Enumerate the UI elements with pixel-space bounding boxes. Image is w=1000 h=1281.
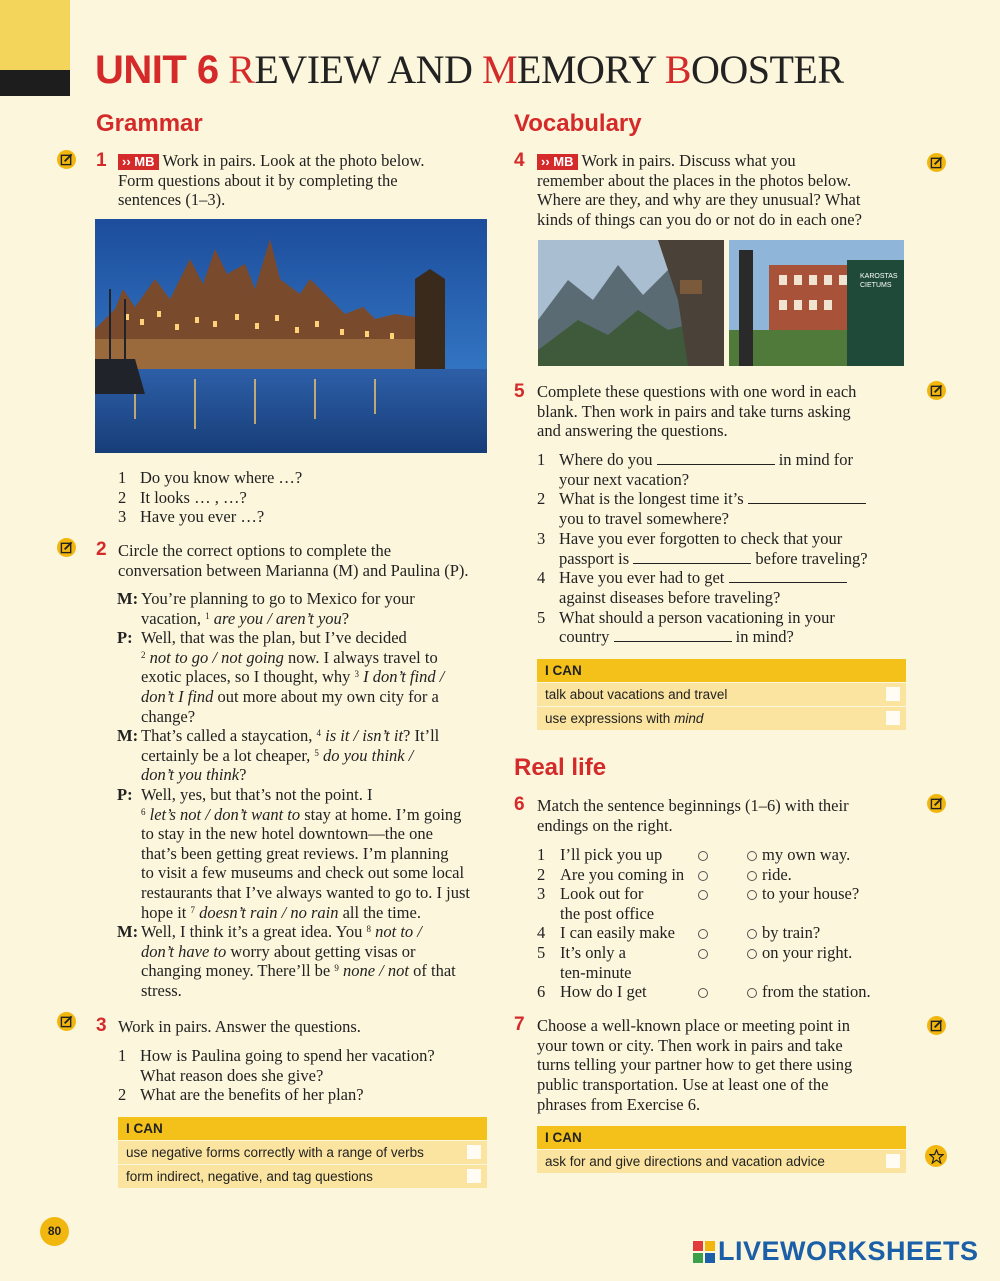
option-2[interactable]: not to go / not going (149, 647, 284, 667)
list-item: 1 How is Paulina going to spend her vacation? What reason does she give? (118, 1046, 435, 1085)
match-left: I’ll pick you up (560, 845, 663, 864)
list-item: 4 Have you ever had to get against diseases before traveling? (537, 568, 907, 607)
edit-icon (927, 153, 946, 172)
exercise-5-instructions: Complete these questions with one word in each blank. Then work in pairs and take turns asking and answering the questions. (537, 382, 857, 441)
exercise-5-list (537, 450, 907, 647)
exercise-2-instructions: Circle the correct options to complete the conversation between Marianna (M) and Paulina (P). (118, 541, 469, 580)
page-number: 80 (40, 1217, 69, 1246)
mountain-photo (538, 240, 724, 366)
checkbox[interactable] (886, 1154, 900, 1168)
option-5b[interactable]: don’t you think (141, 765, 240, 785)
blank-input[interactable] (729, 569, 847, 583)
ican-row: use negative forms correctly with a range of verbs (118, 1141, 487, 1164)
option-8b[interactable]: don’t have to (141, 941, 227, 961)
exercise-3-list (118, 1046, 498, 1105)
blank-input[interactable] (633, 550, 751, 564)
edit-icon (927, 794, 946, 813)
list-item: 2 It looks … , …? (118, 487, 247, 507)
exercise-1-number: 1 (96, 150, 107, 171)
corner-tab (0, 0, 70, 70)
dialog-turn: P: Well, yes, but that’s not the point. I $^6$ let’s not / don’t want to stay at home. I’m going to stay in the new hotel downtown—the one that’s been getting great reviews. I’m planning to visit a few museums and check out some local restaurants that I’ve always wanted to go to. I just hope it $^7$ doesn’t rain / no rain all the time. (117, 784, 470, 922)
exercise-6-number: 6 (514, 794, 525, 815)
mb-badge: ›› MB (537, 154, 578, 170)
grammar-heading: Grammar (96, 110, 203, 137)
edit-icon (57, 1012, 76, 1031)
ican-header: I CAN (118, 1117, 487, 1140)
match-right: ride. (762, 864, 792, 884)
option-3[interactable]: I don’t find / (363, 667, 445, 687)
exercise-3-number: 3 (96, 1015, 107, 1036)
exercise-7-instructions: Choose a well-known place or meeting point in your town or city. Then work in pairs and take turns telling your partner how to get there using public transportation. Use at least one of the phrases from Exercise 6. (537, 1016, 853, 1114)
list-item: 5 What should a person vacationing in your country in mind? (537, 607, 835, 647)
option-7[interactable]: doesn’t rain / no rain (199, 902, 339, 922)
match-left: How do I get (560, 982, 647, 1002)
match-right: by train? (762, 923, 821, 943)
match-right: on your right. (762, 943, 853, 962)
mb-badge: ›› MB (118, 154, 159, 170)
match-dot[interactable] (698, 871, 708, 881)
checkbox[interactable] (467, 1169, 481, 1183)
dialog-turn: M: You’re planning to go to Mexico for your vacation, $^1$ are you / aren’t you? (117, 589, 415, 628)
edit-icon (57, 538, 76, 557)
sign-text: KAROSTAS (860, 273, 898, 280)
blank-input[interactable] (614, 628, 732, 642)
exercise-4-instructions: ›› MB Work in pairs. Discuss what you remember about the places in the photos below. Where are they, and why are they unusual? What kinds of things can you do or not do in each one? (537, 151, 862, 230)
option-9[interactable]: none / not (342, 961, 409, 981)
exercise-7-number: 7 (514, 1014, 525, 1035)
prison-photo (729, 240, 904, 366)
option-6[interactable]: let’s not / don’t want to (149, 804, 301, 824)
blank-input[interactable] (748, 490, 866, 504)
dialog-turn: M: Well, I think it’s a great idea. You $^8$ not to / don’t have to worry about getting visas or changing money. There’ll be $^9$ none / not of that stress. (117, 922, 456, 1000)
checkbox[interactable] (467, 1145, 481, 1159)
checkbox[interactable] (886, 687, 900, 701)
exercise-1-list (118, 468, 488, 527)
option-8[interactable]: not to / (375, 922, 422, 942)
list-item: 3 Have you ever forgotten to check that your passport is before traveling? (537, 528, 868, 568)
liveworksheets-icon (693, 1241, 715, 1263)
match-dot[interactable] (698, 890, 708, 900)
list-item: 2 What is the longest time it’s you to travel somewhere? (537, 489, 907, 528)
match-dot[interactable] (747, 929, 757, 939)
match-left: Are you coming in (560, 864, 685, 884)
ican-row: form indirect, negative, and tag questions (118, 1165, 487, 1188)
exercise-6-instructions: Match the sentence beginnings (1–6) with their endings on the right. (537, 796, 849, 835)
match-dot[interactable] (698, 929, 708, 939)
checkbox[interactable] (886, 711, 900, 725)
exercise-1-instructions: ›› MB Work in pairs. Look at the photo below. Form questions about it by completing the sentences (1–3). (118, 151, 425, 210)
match-dot[interactable] (747, 890, 757, 900)
match-dot[interactable] (747, 851, 757, 861)
vocabulary-heading: Vocabulary (514, 110, 642, 137)
match-right: to your house? (762, 884, 860, 904)
list-item: 3 Have you ever …? (118, 507, 265, 527)
dialog-turn: M: That’s called a staycation, $^4$ is it / isn’t it? It’ll certainly be a lot cheaper, $^5$ do you think / don’t you think? (117, 726, 440, 785)
gdansk-photo (95, 219, 487, 453)
match-dot[interactable] (698, 851, 708, 861)
match-dot[interactable] (747, 988, 757, 998)
corner-bar (0, 70, 70, 96)
ican-row: ask for and give directions and vacation advice (537, 1150, 906, 1173)
match-dot[interactable] (747, 871, 757, 881)
star-icon (925, 1145, 947, 1167)
match-right: my own way. (762, 845, 851, 864)
dialog-turn: P: Well, that was the plan, but I’ve decided $^2$ not to go / not going now. I always travel to exotic places, so I thought, why $^3$ I don’t find / don’t I find out more about my own city for a change? (117, 628, 445, 726)
option-3b[interactable]: don’t I find (141, 686, 214, 706)
edit-icon (57, 150, 76, 169)
ican-grammar (118, 1117, 487, 1188)
edit-icon (927, 381, 946, 400)
ican-header: I CAN (537, 659, 906, 682)
liveworksheets-logo: LIVEWORKSHEETS (693, 1236, 979, 1267)
ican-row: talk about vacations and travel (537, 683, 906, 706)
option-5[interactable]: do you think / (323, 745, 414, 765)
edit-icon (927, 1016, 946, 1035)
exercise-2-number: 2 (96, 539, 107, 560)
option-4[interactable]: is it / isn’t it (325, 726, 404, 746)
ican-row: use expressions with mind (537, 707, 906, 730)
list-item: 1 Where do you in mind for your next vacation? (537, 450, 853, 489)
exercise-4-number: 4 (514, 150, 525, 171)
match-right: from the station. (762, 982, 871, 1002)
conversation (117, 589, 495, 1000)
page-title: UNIT 6 REVIEW AND MEMORY BOOSTER (95, 47, 844, 92)
ican-header: I CAN (537, 1126, 906, 1149)
match-dot[interactable] (747, 949, 757, 959)
real-life-heading: Real life (514, 754, 607, 781)
sign-text: CIETUMS (860, 282, 892, 289)
ican-vocabulary (537, 659, 906, 730)
match-dot[interactable] (698, 988, 708, 998)
exercise-3-instructions: Work in pairs. Answer the questions. (118, 1017, 361, 1036)
list-item: 1 Do you know where …? (118, 468, 303, 487)
blank-input[interactable] (657, 451, 775, 465)
exercise-5-number: 5 (514, 381, 525, 402)
match-left: It’s only a (560, 943, 626, 962)
match-left: I can easily make (560, 923, 675, 943)
match-left: Look out for (560, 884, 644, 904)
list-item: 2 What are the benefits of her plan? (118, 1085, 364, 1105)
match-dot[interactable] (698, 949, 708, 959)
option-1[interactable]: are you / aren’t you (213, 608, 342, 628)
ican-real-life (537, 1126, 906, 1173)
